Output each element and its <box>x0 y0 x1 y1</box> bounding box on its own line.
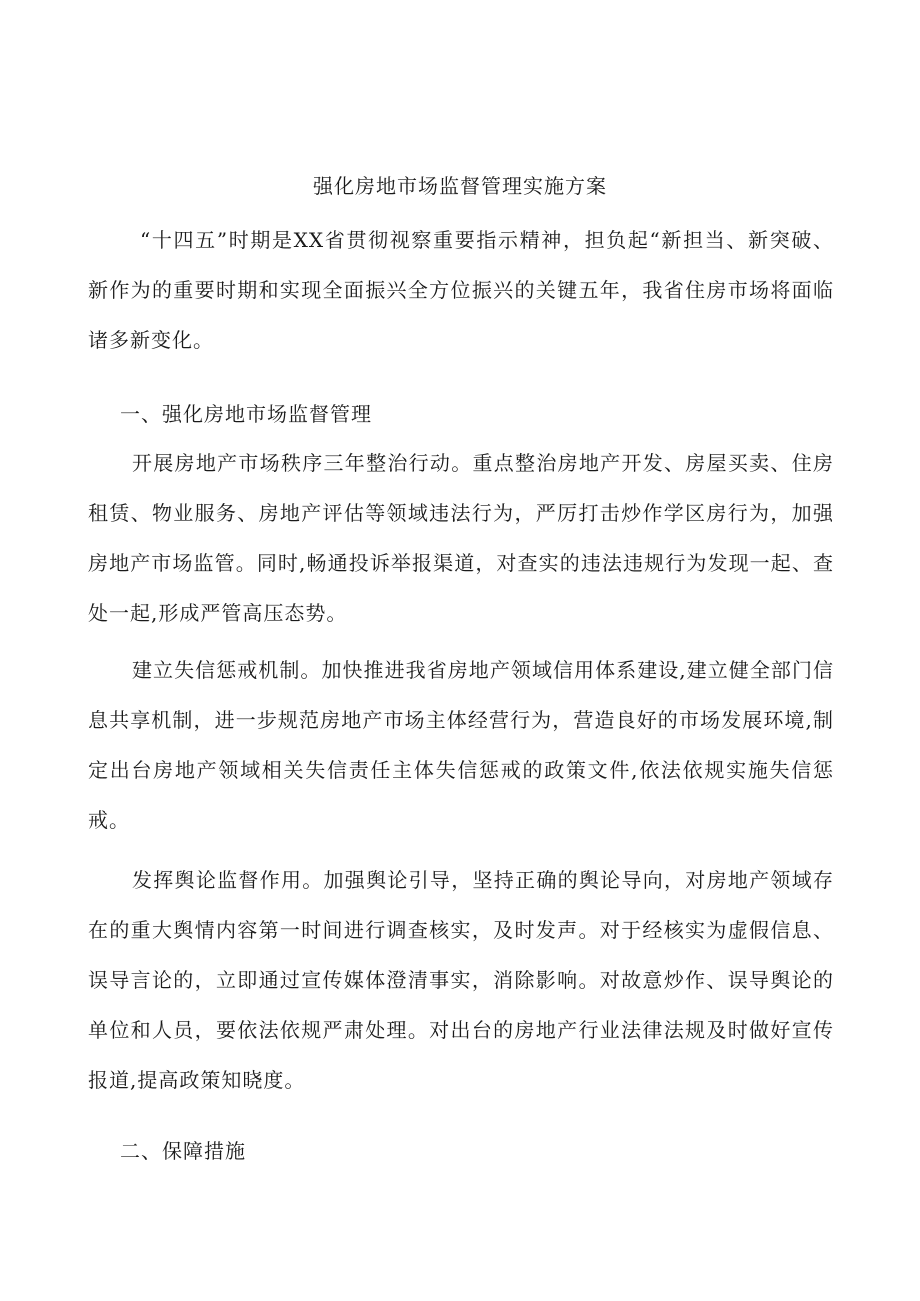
document-title: 强化房地市场监督管理实施方案 <box>313 174 607 198</box>
body-paragraph: 建立失信惩戒机制。加快推进我省房地产领域信用体系建设,建立健全部门信息共享机制，进一步规范房地产市场主体经营行为，营造良好的市场发展环境,制定出台房地产领域相关失信责任主体失信惩戒的政策文件,依法依规实施失信惩戒。 <box>88 658 834 832</box>
section-heading-2: 二、保障措施 <box>120 1139 246 1163</box>
intro-paragraph: “十四五”时期是XX省贯彻视察重要指示精神，担负起“新担当、新突破、新作为的重要时期和实现全面振兴全方位振兴的关键五年，我省住房市场将面临诸多新变化。 <box>88 228 834 352</box>
body-paragraph: 发挥舆论监督作用。加强舆论引导，坚持正确的舆论导向，对房地产领域存在的重大舆情内容第一时间进行调查核实，及时发声。对于经核实为虚假信息、误导言论的，立即通过宣传媒体澄清事实，消除影响。对故意炒作、误导舆论的单位和人员，要依法依规严肃处理。对出台的房地产行业法律法规及时做好宣传报道,提高政策知晓度。 <box>88 868 834 1092</box>
body-paragraph: 开展房地产市场秩序三年整治行动。重点整治房地产开发、房屋买卖、住房租赁、物业服务、房地产评估等领域违法行为，严厉打击炒作学区房行为，加强房地产市场监管。同时,畅通投诉举报渠道，对查实的违法违规行为发现一起、查处一起,形成严管高压态势。 <box>88 451 834 625</box>
section-heading-1: 一、强化房地市场监督管理 <box>120 402 372 426</box>
